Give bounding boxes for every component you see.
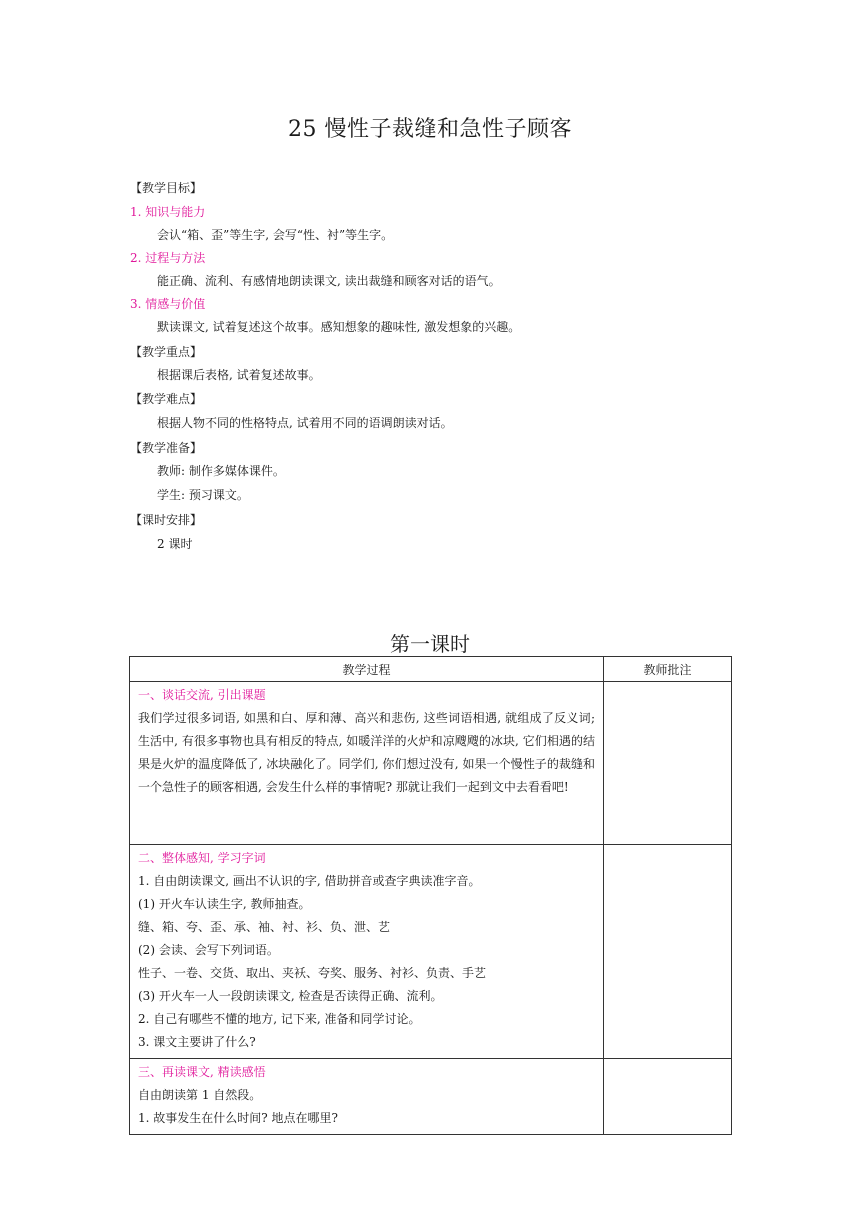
preparation-teacher: 教师: 制作多媒体课件。 bbox=[157, 464, 285, 478]
section-line: 2. 自己有哪些不懂的地方, 记下来, 准备和同学讨论。 bbox=[138, 1012, 421, 1026]
schedule-heading: 【课时安排】 bbox=[130, 513, 203, 527]
table-row bbox=[130, 1059, 732, 1135]
objective-text-1: 会认“箱、歪”等生字, 会写“性、衬”等生字。 bbox=[157, 228, 394, 242]
section-line: 1. 故事发生在什么时间? 地点在哪里? bbox=[138, 1111, 338, 1125]
process-cell bbox=[130, 1059, 604, 1135]
section-heading: 一、谈话交流, 引出课题 bbox=[138, 688, 266, 702]
objective-label-1: 1. 知识与能力 bbox=[130, 205, 206, 219]
section-heading: 三、再读课文, 精读感悟 bbox=[138, 1065, 266, 1079]
table-row bbox=[130, 845, 732, 1059]
preparation-student: 学生: 预习课文。 bbox=[157, 488, 249, 502]
column-header-notes: 教师批注 bbox=[604, 657, 732, 682]
column-header-process: 教学过程 bbox=[130, 657, 604, 682]
notes-cell bbox=[604, 682, 732, 845]
key-points-text: 根据课后表格, 试着复述故事。 bbox=[157, 368, 321, 382]
section-line: 3. 课文主要讲了什么? bbox=[138, 1035, 256, 1049]
section-line: 1. 自由朗读课文, 画出不认识的字, 借助拼音或查字典读准字音。 bbox=[138, 874, 481, 888]
schedule-text: 2 课时 bbox=[157, 537, 193, 551]
notes-cell bbox=[604, 1059, 732, 1135]
section-line: (2) 会读、会写下列词语。 bbox=[138, 943, 279, 957]
table-row bbox=[130, 682, 732, 845]
lesson-title: 第一课时 bbox=[390, 632, 470, 656]
section-line: 性子、一卷、交货、取出、夹袄、夸奖、服务、衬衫、负责、手艺 bbox=[138, 966, 487, 980]
key-points-heading: 【教学重点】 bbox=[130, 345, 203, 359]
objective-text-2: 能正确、流利、有感情地朗读课文, 读出裁缝和顾客对话的语气。 bbox=[157, 274, 501, 288]
process-cell bbox=[130, 845, 604, 1059]
section-heading: 二、整体感知, 学习字词 bbox=[138, 851, 266, 865]
difficulties-text: 根据人物不同的性格特点, 试着用不同的语调朗读对话。 bbox=[157, 416, 453, 430]
notes-cell bbox=[604, 845, 732, 1059]
section-line: 自由朗读第 1 自然段。 bbox=[138, 1088, 262, 1102]
objective-text-3: 默读课文, 试着复述这个故事。感知想象的趣味性, 激发想象的兴趣。 bbox=[157, 320, 521, 334]
document-title: 25 慢性子裁缝和急性子顾客 bbox=[288, 117, 572, 142]
objective-label-3: 3. 情感与价值 bbox=[130, 297, 206, 311]
section-paragraph: 我们学过很多词语, 如黑和白、厚和薄、高兴和悲伤, 这些词语相遇, 就组成了反义词; 生活中, 有很多事物也具有相反的特点, 如暖洋洋的火炉和凉飕飕的冰块, 它们相遇的结果是火炉的温度降低了, 冰块融化了。同学们, 你们想过没有, 如果一个慢性子的裁缝和一个急性子的顾客相遇, 会发生什么样的事情呢? 那就让我们一起到文中去看看吧! bbox=[138, 711, 595, 794]
table-header-row bbox=[130, 657, 732, 682]
objective-label-2: 2. 过程与方法 bbox=[130, 251, 206, 265]
section-line: 缝、箱、夸、歪、承、袖、衬、衫、负、泄、艺 bbox=[138, 920, 391, 934]
process-cell bbox=[130, 682, 604, 845]
objectives-heading: 【教学目标】 bbox=[130, 181, 203, 195]
section-line: (1) 开火车认读生字, 教师抽查。 bbox=[138, 897, 311, 911]
preparation-heading: 【教学准备】 bbox=[130, 441, 203, 455]
lesson-table bbox=[129, 656, 732, 1135]
section-line: (3) 开火车一人一段朗读课文, 检查是否读得正确、流利。 bbox=[138, 989, 443, 1003]
difficulties-heading: 【教学难点】 bbox=[130, 392, 203, 406]
